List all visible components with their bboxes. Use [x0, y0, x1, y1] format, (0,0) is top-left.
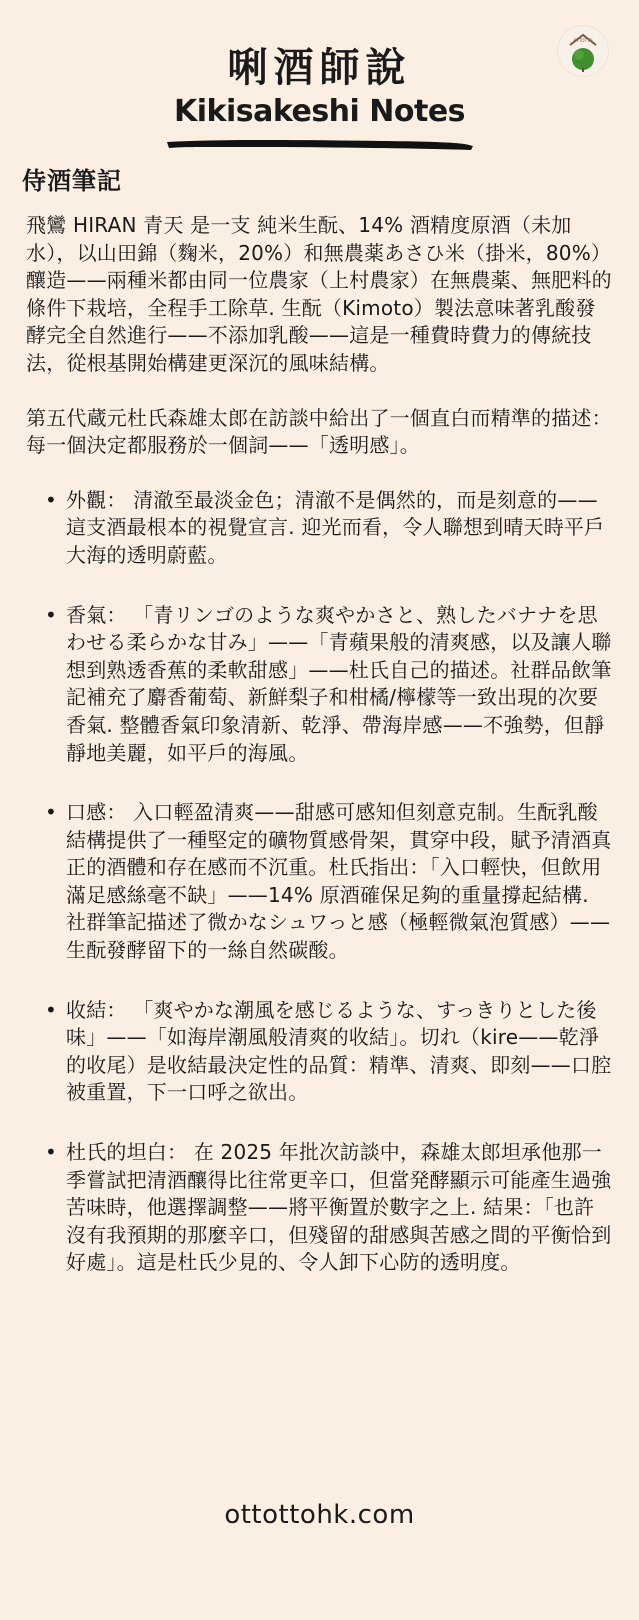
list-item: [26, 1139, 612, 1277]
footer-website[interactable]: ottottohk.com: [224, 1500, 415, 1530]
list-item: [26, 487, 612, 570]
list-item: [26, 997, 612, 1107]
note-label-palate: 口感：: [66, 800, 127, 825]
note-label-finish: 收結：: [66, 997, 127, 1022]
svg-text:OTTOTTO: OTTOTTO: [573, 38, 593, 43]
brush-stroke-underline: [165, 136, 475, 154]
page-title: 唎酒師說: [227, 45, 412, 91]
intro-paragraph: 飛鸞 HIRAN 青天 是一支 純米生酛、14% 酒精度原酒（未加水），以山田錦（麴米，20%）和無農薬あさひ米（掛米，80%）釀造——兩種米都由同一位農家（上村農家）在無農薬、無肥料的條件下栽培，全程手工除草. 生酛（Kimoto）製法意味著乳酸發酵完全自然進行——不添加乳酸——這是一種費時費力的傳統技法，從根基開始構建更深沉的風味結構。: [26, 213, 612, 375]
list-item: [26, 799, 612, 965]
note-text-finish: 「爽やかな潮風を感じるような、すっきりとした後味」——「如海岸潮風般清爽的收結」。切れ（kire——乾淨的收尾）是收結最決定性的品質：精準、清爽、即刻——口腔被重置，下一口呼之欲出。: [66, 997, 612, 1105]
note-label-aroma: 香氣：: [66, 602, 127, 627]
list-item: [26, 602, 612, 768]
note-text-palate: 入口輕盈清爽——甜感可感知但刻意克制。生酛乳酸結構提供了一種堅定的礦物質感骨架，貫穿中段，賦予清酒真正的酒體和存在感而不沉重。杜氏指出：「入口輕快，但飲用滿足感絲毫不缺」——14% 原酒確保足夠的重量撐起結構. 社群筆記描述了微かなシュワっと感（極輕微氣泡質感）——生酛發酵留下的一絲自然碳酸。: [66, 800, 612, 963]
page-subtitle: Kikisakeshi Notes: [173, 94, 466, 129]
notes-list: [26, 487, 612, 1277]
section-title: 侍酒筆記: [22, 167, 122, 195]
note-text-appearance: 清澈至最淡金色；清澈不是偶然的，而是刻意的——這支酒最根本的視覺宣言. 迎光而看，令人聯想到晴天時平戶大海的透明蔚藍。: [66, 487, 605, 567]
quote-paragraph: 第五代蔵元杜氏森雄太郎在訪談中給出了一個直白而精準的描述：每一個決定都服務於一個詞——「透明感」。: [26, 405, 612, 458]
note-label-toji-confession: 杜氏的坦白：: [66, 1140, 188, 1165]
brand-logo[interactable]: [558, 26, 608, 76]
note-text-toji-confession: 在 2025 年批次訪談中，森雄太郎坦承他那一季嘗試把清酒釀得比往常更辛口，但當発酵顯示可能產生過強苦味時，他選擇調整——將平衡置於數字之上. 結果：「也許沒有我預期的那麼辛口，但殘留的甜感與苦感之間的平衡恰到好處」。這是杜氏少見的、令人卸下心防的透明度。: [66, 1140, 612, 1275]
house-tree-logo-icon: [558, 26, 608, 76]
tasting-notes-content: [26, 212, 612, 1309]
note-label-appearance: 外觀：: [66, 487, 127, 512]
note-text-aroma: 「青リンゴのような爽やかさと、熟したバナナを思わせる柔らかな甘み」——「青蘋果般的清爽感，以及讓人聯想到熟透香蕉的柔軟甜感」——杜氏自己的描述。社群品飲筆記補充了麝香葡萄、新鮮梨子和柑橘/檸檬等一致出現的次要香氣. 整體香氣印象清新、乾淨、帶海岸感——不強勢，但靜靜地美麗，如平戶的海風。: [66, 602, 612, 765]
